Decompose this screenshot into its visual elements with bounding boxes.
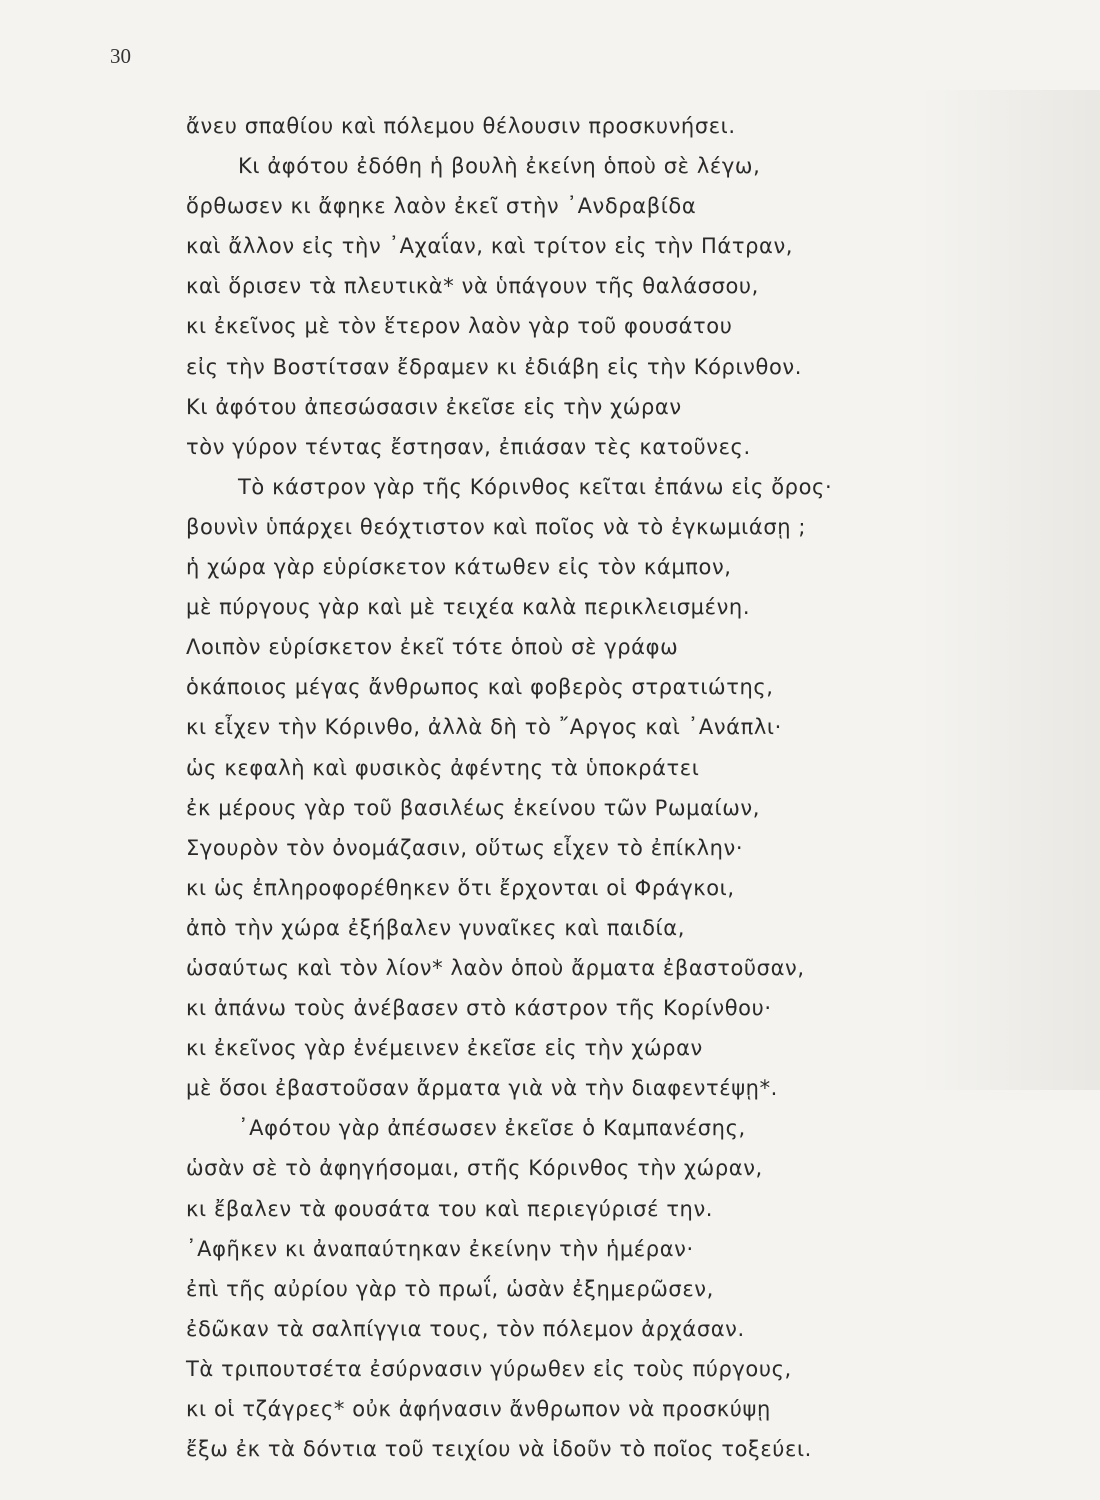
verse-line: κι ὡς ἐπληροφορέθηκεν ὅτι ἔρχονται οἱ Φράγκοι, — [186, 875, 735, 900]
verse-line: ἡ χώρα γὰρ εὑρίσκετον κάτωθεν εἰς τὸν κάμπον, — [186, 555, 732, 580]
verse-line: βουνὶν ὑπάρχει θεόχτιστον καὶ ποῖος νὰ τὸ ἐγκωμιάσῃ ; — [186, 514, 807, 539]
verse-line: Κι ἀφότου ἀπεσώσασιν ἐκεῖσε εἰς τὴν χώραν — [186, 394, 682, 419]
verse-line: τὸν γύρον τέντας ἔστησαν, ἐπιάσαν τὲς κατοῦνες. — [186, 434, 751, 459]
verse-line: καὶ ἄλλον εἰς τὴν ᾿Αχαΐαν, καὶ τρίτον εἰς τὴν Πάτραν, — [186, 234, 794, 259]
verse-line: ἐπὶ τῆς αὐρίου γὰρ τὸ πρωΐ, ὡσὰν ἐξημερῶσεν, — [186, 1276, 714, 1301]
verse-line: κι οἱ τζάγρες* οὐκ ἀφήνασιν ἄνθρωπον νὰ προσκύψῃ — [186, 1397, 771, 1421]
verse-line: ἀπὸ τὴν χώρα ἐξήβαλεν γυναῖκες καὶ παιδία, — [186, 915, 685, 940]
verse-line: Λοιπὸν εὑρίσκετον ἐκεῖ τότε ὁποὺ σὲ γράφω — [186, 635, 679, 660]
verse-line: καὶ ὅρισεν τὰ πλευτικὰ* νὰ ὑπάγουν τῆς θαλάσσου, — [186, 274, 759, 299]
verse-line: Τὰ τριπουτσέτα ἐσύρνασιν γύρωθεν εἰς τοὺς πύργους, — [186, 1356, 792, 1381]
verse-line: ἐκ μέρους γὰρ τοῦ βασιλέως ἐκείνου τῶν Ρωμαίων, — [186, 795, 761, 820]
verse-line: κι εἶχεν τὴν Κόρινθο, ἀλλὰ δὴ τὸ ῎Αργος καὶ ᾿Ανάπλι· — [186, 715, 782, 740]
verse-line: κι ἐκεῖνος γὰρ ἐνέμεινεν ἐκεῖσε εἰς τὴν χώραν — [186, 1036, 703, 1061]
verse-line: ὡσὰν σὲ τὸ ἀφηγήσομαι, στῆς Κόρινθος τὴν χώραν, — [186, 1156, 763, 1181]
verse-line: εἰς τὴν Βοστίτσαν ἔδραμεν κι ἐδιάβη εἰς τὴν Κόρινθον. — [186, 354, 803, 379]
verse-line: ὁκάποιος μέγας ἄνθρωπος καὶ φοβερὸς στρατιώτης, — [186, 675, 774, 700]
verse-line: Τὸ κάστρον γὰρ τῆς Κόρινθος κεῖται ἐπάνω εἰς ὄρος· — [238, 474, 833, 499]
verse-line: Κι ἀφότου ἐδόθη ἡ βουλὴ ἐκείνη ὁποὺ σὲ λέγω, — [238, 154, 761, 179]
verse-line: ὅρθωσεν κι ἄφηκε λαὸν ἐκεῖ στὴν ᾿Ανδραβίδα — [186, 194, 697, 219]
page-number: 30 — [110, 44, 131, 68]
verse-line: κι ἐκεῖνος μὲ τὸν ἕτερον λαὸν γὰρ τοῦ φουσάτου — [186, 314, 733, 339]
verse-line: Σγουρὸν τὸν ὀνομάζασιν, οὕτως εἶχεν τὸ ἐπίκλην· — [186, 835, 744, 860]
verse-line: ᾿Αφῆκεν κι ἀναπαύτηκαν ἐκείνην τὴν ἡμέραν· — [186, 1236, 694, 1261]
poem-text-block — [186, 106, 956, 1469]
verse-line: ὡς κεφαλὴ καὶ φυσικὸς ἀφέντης τὰ ὑποκράτει — [186, 755, 700, 780]
verse-line: ᾿Αφότου γὰρ ἀπέσωσεν ἐκεῖσε ὁ Καμπανέσης, — [238, 1116, 746, 1141]
verse-line: μὲ πύργους γὰρ καὶ μὲ τειχέα καλὰ περικλεισμένη. — [186, 595, 751, 620]
verse-line: ἔξω ἐκ τὰ δόντια τοῦ τειχίου νὰ ἰδοῦν τὸ ποῖος τοξεύει. — [186, 1437, 812, 1462]
verse-line: ὡσαύτως καὶ τὸν λίον* λαὸν ὁποὺ ἄρματα ἐβαστοῦσαν, — [186, 955, 805, 980]
verse-line: κι ἔβαλεν τὰ φουσάτα του καὶ περιεγύρισέ την. — [186, 1196, 714, 1221]
verse-line: κι ἀπάνω τοὺς ἀνέβασεν στὸ κάστρον τῆς Κορίνθου· — [186, 996, 772, 1021]
verse-line: ἄνευ σπαθίου καὶ πόλεμου θέλουσιν προσκυνήσει. — [186, 114, 736, 138]
verse-line: ἐδῶκαν τὰ σαλπίγγια τους, τὸν πόλεμον ἀρχάσαν. — [186, 1316, 745, 1341]
verse-line: μὲ ὅσοι ἐβαστοῦσαν ἄρματα γιὰ νὰ τὴν διαφεντέψῃ*. — [186, 1076, 778, 1101]
